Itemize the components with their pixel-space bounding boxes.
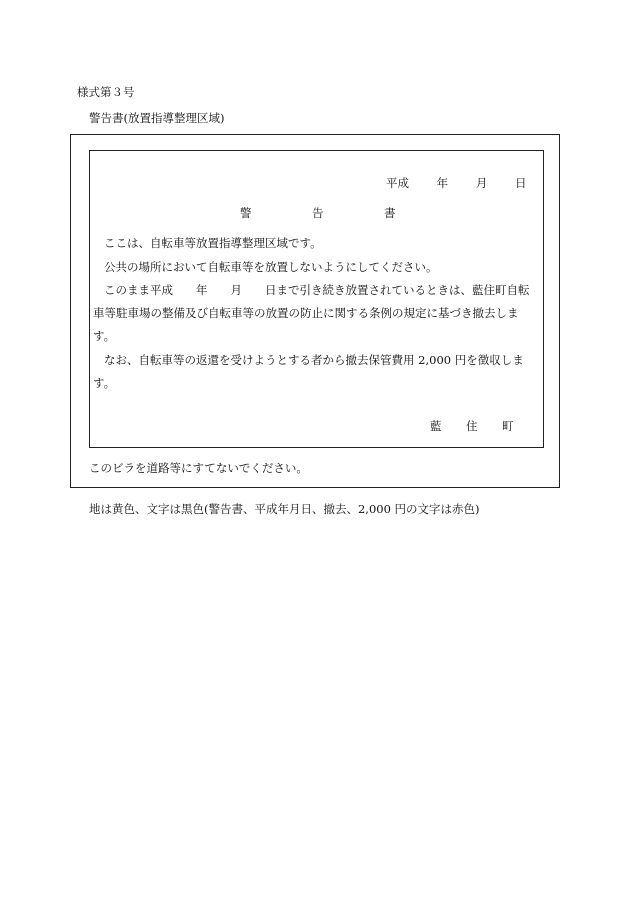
notice-paragraph-4-text: なお、自転車等の返還を受けようとする者から撤去保管費用 2,000 円を徴収します。: [93, 353, 524, 390]
town-name-char-1: 藍: [430, 419, 442, 433]
color-note: 地は黄色、文字は黒色(警告書、平成年月日、撤去、2,000 円の文字は赤色): [89, 502, 480, 516]
notice-date: [386, 175, 526, 191]
form-number: 様式第３号: [77, 85, 135, 99]
town-name-char-3: 町: [502, 419, 514, 433]
notice-footer: このビラを道路等にすてないでください。: [89, 461, 308, 475]
date-era: 平成: [386, 176, 409, 190]
notice-paragraph-3-text: このまま平成 年 月 日まで引き続き放置されているときは、藍住町自転車等駐車場の整備及び自転車等の放置の防止に関する条例の規定に基づき撤去します。: [93, 283, 530, 343]
notice-paragraph-4: [93, 349, 540, 395]
warning-title-char-2: 告: [312, 206, 324, 220]
notice-paragraph-1: ここは、自転車等放置指導整理区域です。: [104, 236, 322, 250]
notice-paragraph-3: [93, 279, 540, 348]
warning-title-char-1: 警: [240, 206, 252, 220]
date-year-label: 年: [436, 176, 449, 190]
town-name-char-2: 住: [466, 419, 478, 433]
date-month-label: 月: [475, 176, 488, 190]
document-subtitle: 警告書(放置指導整理区域): [89, 111, 225, 125]
notice-paragraph-2: 公共の場所において自転車等を放置しないようにしてください。: [104, 260, 438, 274]
date-day-label: 日: [514, 176, 527, 190]
warning-title-char-3: 書: [384, 206, 396, 220]
